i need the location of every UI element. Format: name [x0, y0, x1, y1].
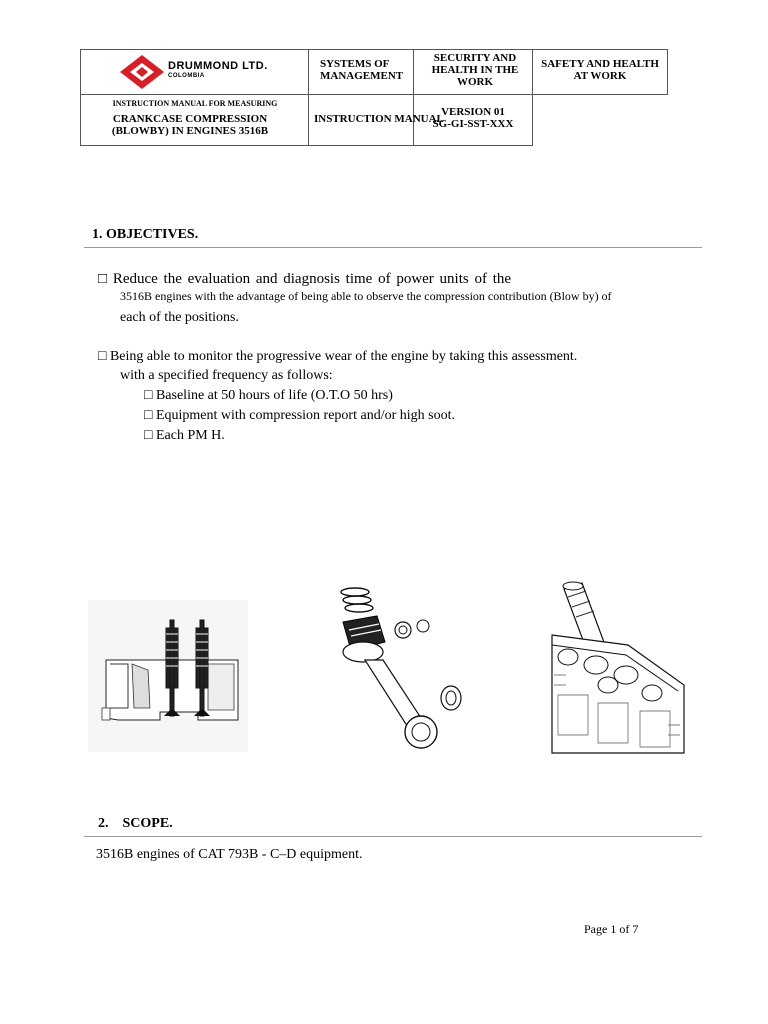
bullet-icon: □: [144, 428, 153, 443]
objective-bullet-2-line-1: □ Being able to monitor the progressive wear of the engine by taking this assessment.: [98, 349, 578, 364]
sub-item-baseline: □ Baseline at 50 hours of life (O.T.O 50 hrs): [144, 388, 393, 403]
logo-cell: [80, 49, 309, 95]
cylinder-liner-engine-block-drawing-icon: [548, 575, 688, 755]
bullet-icon: □: [144, 408, 153, 423]
doc-type-label: INSTRUCTION MANUAL: [314, 113, 444, 125]
security-label: SECURITY AND HEALTH IN THE WORK: [431, 52, 519, 88]
sub-item-each-pm: □ Each PM H.: [144, 428, 225, 443]
page-number: Page 1 of 7: [584, 922, 639, 936]
piston-connecting-rod-drawing-icon: [325, 582, 475, 754]
sub-item-equipment: □ Equipment with compression report and/or high soot.: [144, 408, 455, 423]
section-divider: [84, 247, 702, 248]
management-label: SYSTEMS OF MANAGEMENT: [320, 58, 404, 82]
manual-title: CRANKCASE COMPRESSION (BLOWBY) IN ENGINES 3516B: [111, 113, 269, 137]
section-divider: [84, 836, 702, 837]
objective-bullet-1-line-2: 3516B engines with the advantage of being able to observe the compression contribution (Blow by) of: [120, 289, 612, 303]
objective-bullet-1-line-3: each of the positions.: [120, 310, 239, 325]
objectives-heading: 1. OBJECTIVES.: [92, 227, 199, 242]
manual-title-small: INSTRUCTION MANUAL FOR MEASURING: [112, 99, 278, 108]
safety-label: SAFETY AND HEALTH AT WORK: [541, 58, 659, 82]
bullet-icon: □: [144, 388, 153, 403]
bullet-icon: □: [98, 349, 107, 364]
scope-text: 3516B engines of CAT 793B - C–D equipment.: [96, 847, 363, 862]
objective-bullet-1-line-1: □ Reduce the evaluation and diagnosis time of power units of the: [98, 271, 512, 287]
company-name: DRUMMOND LTD.: [168, 60, 268, 72]
bullet-icon: □: [98, 271, 108, 287]
doc-code: SG-GI-SST-XXX: [432, 118, 514, 130]
company-sub: COLOMBIA: [168, 73, 205, 79]
version-label: VERSION 01: [441, 106, 505, 118]
cylinder-head-valves-drawing-icon: [88, 600, 248, 752]
drummond-logo-icon: [118, 54, 166, 90]
scope-heading: 2. SCOPE.: [98, 816, 173, 831]
objective-bullet-2-line-2: with a specified frequency as follows:: [120, 368, 333, 383]
